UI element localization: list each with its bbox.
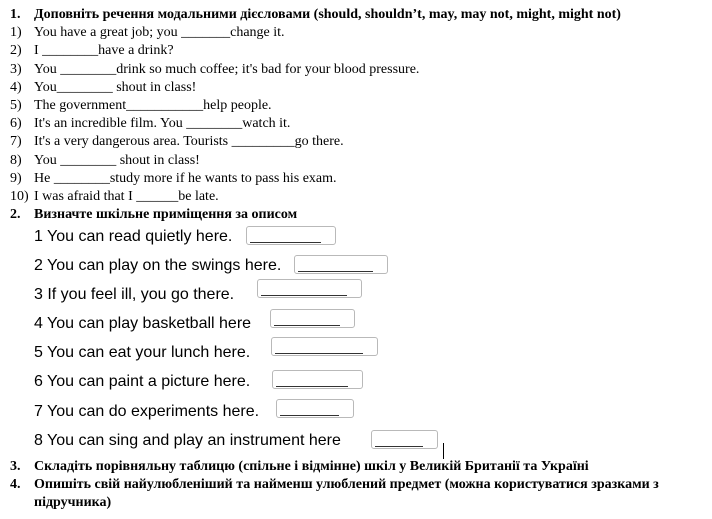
list-item (10, 189, 219, 205)
answer-field-4[interactable] (270, 309, 355, 328)
list-item (10, 62, 419, 78)
exercise-line (34, 285, 234, 305)
item-text: I ________have a drink? (34, 43, 174, 58)
item-number: 1) (10, 25, 22, 40)
item-number: 6) (10, 116, 22, 131)
exercise-text: 1 You can read quietly here. (34, 228, 233, 245)
item-text: It's an incredible film. You ________watch it. (34, 116, 291, 131)
exercise-text: 6 You can paint a picture here. (34, 373, 251, 390)
item-text: You ________drink so much coffee; it's bad for your blood pressure. (34, 62, 420, 77)
item-number: 3) (10, 62, 22, 77)
exercise-text: 2 You can play on the swings here. (34, 257, 282, 274)
task-number: 3. (10, 459, 21, 474)
exercise-line (34, 431, 341, 451)
item-number: 7) (10, 134, 22, 149)
item-text: The government___________help people. (34, 98, 272, 113)
exercise-text: 8 You can sing and play an instrument here (34, 432, 341, 449)
list-item (10, 171, 337, 187)
task-3-heading (10, 459, 589, 475)
exercise-line (34, 227, 232, 247)
task-number: 1. (10, 7, 21, 22)
task-number: 4. (10, 477, 21, 492)
task-title-continued: підручника) (34, 495, 112, 510)
item-text: It's a very dangerous area. Tourists _________go there. (34, 134, 344, 149)
exercise-text: 7 You can do experiments here. (34, 403, 260, 420)
list-item (10, 116, 290, 132)
item-text: You________ shout in class! (34, 80, 197, 95)
item-text: You ________ shout in class! (34, 153, 200, 168)
exercise-text: 5 You can eat your lunch here. (34, 344, 251, 361)
item-number: 10) (10, 189, 29, 204)
answer-field-7[interactable] (276, 399, 354, 418)
answer-field-6[interactable] (272, 370, 363, 389)
text-cursor (443, 443, 444, 459)
answer-field-3[interactable] (257, 279, 362, 298)
item-text: You have a great job; you _______change it. (34, 25, 285, 40)
answer-field-2[interactable] (294, 255, 388, 274)
exercise-text: 4 You can play basketball here (34, 315, 252, 332)
answer-field-8[interactable] (371, 430, 438, 449)
task-title: Опишіть свій найулюбленіший та найменш улюблений предмет (можна користуватися зразками з (34, 477, 659, 492)
task-title: Визначте шкільне приміщення за описом (34, 207, 298, 222)
answer-field-1[interactable] (246, 226, 336, 245)
item-number: 8) (10, 153, 22, 168)
exercise-line (34, 314, 251, 334)
task-title: Складіть порівняльну таблицю (спільне і відмінне) шкіл у Великій Британії та Україні (34, 459, 589, 474)
item-number: 9) (10, 171, 22, 186)
task-1-heading (10, 7, 621, 23)
task-number: 2. (10, 207, 21, 222)
list-item (10, 25, 285, 41)
list-item (10, 134, 344, 150)
task-4-heading (10, 477, 659, 493)
exercise-line (34, 343, 250, 363)
task-2-heading (10, 207, 297, 223)
item-text: He ________study more if he wants to pass his exam. (34, 171, 337, 186)
exercise-text: 3 If you feel ill, you go there. (34, 286, 235, 303)
item-number: 5) (10, 98, 22, 113)
list-item (10, 98, 272, 114)
item-number: 2) (10, 43, 22, 58)
list-item (10, 80, 196, 96)
task-4-heading-continued (34, 495, 111, 511)
exercise-line (34, 256, 281, 276)
item-text: I was afraid that I ______be late. (34, 189, 219, 204)
answer-field-5[interactable] (271, 337, 378, 356)
list-item (10, 153, 200, 169)
exercise-line (34, 402, 259, 422)
task-title: Доповніть речення модальними дієсловами (should, shouldn’t, may, may not, might, might not) (34, 7, 621, 22)
item-number: 4) (10, 80, 22, 95)
exercise-line (34, 372, 250, 392)
list-item (10, 43, 174, 59)
